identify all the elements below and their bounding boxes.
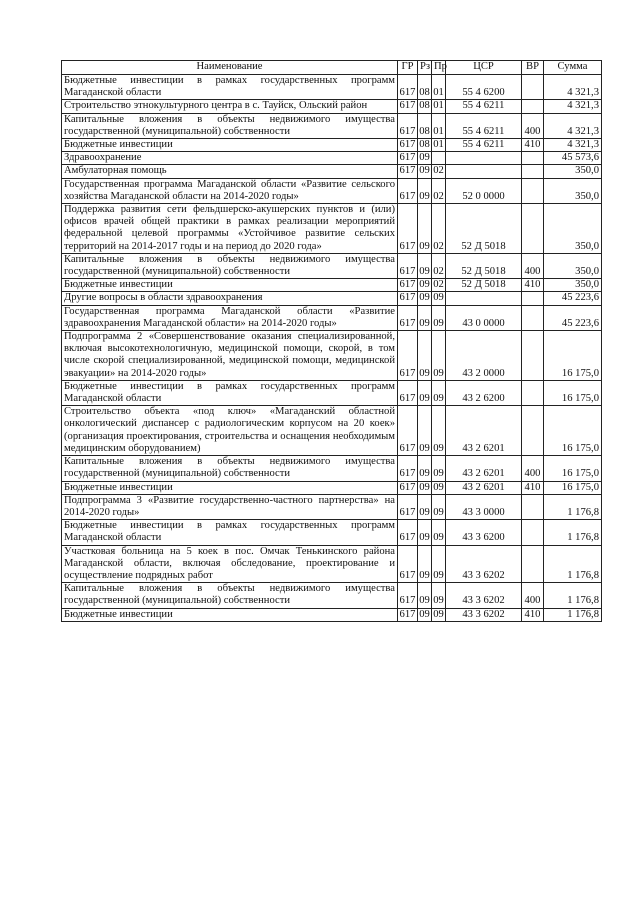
cell-name: Бюджетные инвестиции (62, 481, 398, 494)
cell-vr (522, 204, 544, 254)
cell-name: Амбулаторная помощь (62, 165, 398, 178)
cell-pr: 02 (433, 279, 444, 291)
table-row (62, 520, 602, 545)
cell-name: Капитальные вложения в объекты недвижимого имущества государственной (муниципальной) собственности (62, 253, 398, 278)
cell-pr: 01 (433, 139, 444, 151)
cell-gr: 617 (398, 139, 418, 152)
cell-vr: 410 (522, 608, 544, 621)
cell-pr: 02 (432, 253, 446, 278)
cell-rz: 09 (419, 152, 430, 164)
cell-sum: 4 321,3 (544, 113, 602, 138)
cell-vr (522, 75, 544, 100)
table-row (62, 178, 602, 203)
header-rz: Рз (418, 61, 432, 75)
cell-pr (432, 152, 446, 165)
budget-table (61, 60, 602, 622)
header-gr: ГР (398, 61, 418, 75)
table-row (62, 292, 602, 305)
cell-csr: 43 3 6202 (446, 545, 522, 583)
cell-gr: 617 (398, 545, 418, 583)
cell-sum: 1 176,8 (544, 608, 602, 621)
cell-gr: 617 (398, 178, 418, 203)
cell-name: Капитальные вложения в объекты недвижимого имущества государственной (муниципальной) собственности (62, 583, 398, 608)
cell-csr: 52 0 0000 (446, 178, 522, 203)
cell-gr: 617 (398, 292, 418, 305)
cell-gr: 617 (398, 305, 418, 330)
table-header-row (62, 61, 602, 75)
cell-csr: 43 3 6200 (446, 520, 522, 545)
cell-vr: 410 (522, 139, 544, 152)
cell-vr (522, 178, 544, 203)
cell-sum: 4 321,3 (544, 139, 602, 152)
cell-rz: 09 (418, 456, 432, 481)
cell-name: Подпрограмма 2 «Совершенствование оказания специализированной, включая высокотехнологичную, медицинской помощи, скорой, в том числе скорой специализированной, медицинской помощи, медицинской эвакуации» на 2014-2020 годы» (62, 331, 398, 381)
cell-pr: 09 (432, 331, 446, 381)
header-pr: Пр (432, 61, 446, 75)
table-row (62, 253, 602, 278)
cell-gr: 617 (398, 380, 418, 405)
cell-pr: 02 (433, 165, 444, 177)
cell-vr: 400 (522, 456, 544, 481)
cell-sum: 16 175,0 (544, 481, 602, 494)
cell-csr: 43 2 6201 (446, 481, 522, 494)
cell-pr: 09 (433, 481, 444, 493)
cell-csr: 43 3 6202 (446, 608, 522, 621)
table-row (62, 406, 602, 456)
cell-vr (522, 545, 544, 583)
cell-gr: 617 (398, 253, 418, 278)
cell-name: Капитальные вложения в объекты недвижимого имущества государственной (муниципальной) собственности (62, 456, 398, 481)
cell-gr: 617 (398, 456, 418, 481)
cell-csr: 43 3 6202 (446, 583, 522, 608)
table-row (62, 279, 602, 292)
table-row (62, 456, 602, 481)
cell-sum: 45 223,6 (544, 292, 602, 305)
cell-gr: 617 (398, 279, 418, 292)
cell-sum: 16 175,0 (544, 380, 602, 405)
cell-name: Бюджетные инвестиции (62, 279, 398, 292)
table-row (62, 139, 602, 152)
header-name: Наименование (62, 61, 398, 75)
cell-rz: 09 (418, 494, 432, 519)
cell-sum: 350,0 (544, 178, 602, 203)
cell-sum: 45 223,6 (544, 305, 602, 330)
cell-rz: 09 (419, 279, 430, 291)
cell-gr: 617 (398, 494, 418, 519)
header-csr: ЦСР (446, 61, 522, 75)
cell-sum: 4 321,3 (544, 100, 602, 113)
cell-rz: 09 (418, 520, 432, 545)
cell-name: Государственная программа Магаданской области «Развитие здравоохранения Магаданской области» на 2014-2020 годы» (62, 305, 398, 330)
cell-csr: 52 Д 5018 (446, 279, 522, 292)
table-row (62, 165, 602, 178)
header-sum: Сумма (544, 61, 602, 75)
cell-rz: 09 (418, 331, 432, 381)
cell-pr: 09 (432, 520, 446, 545)
cell-csr: 43 2 6201 (446, 456, 522, 481)
cell-csr: 52 Д 5018 (446, 253, 522, 278)
cell-csr (446, 292, 522, 305)
cell-sum: 1 176,8 (544, 520, 602, 545)
cell-vr (522, 292, 544, 305)
cell-name: Участковая больница на 5 коек в пос. Омчак Тенькинского района Магаданской области, включая обследование, проектирование и осуществление подрядных работ (62, 545, 398, 583)
cell-csr: 43 2 6201 (446, 406, 522, 456)
cell-name: Государственная программа Магаданской области «Развитие сельского хозяйства Магаданской области на 2014-2020 годы» (62, 178, 398, 203)
cell-csr: 43 0 0000 (446, 305, 522, 330)
cell-csr: 43 3 0000 (446, 494, 522, 519)
cell-rz: 09 (419, 165, 430, 177)
cell-rz: 09 (418, 178, 432, 203)
cell-pr: 02 (432, 204, 446, 254)
table-row (62, 545, 602, 583)
cell-pr: 01 (432, 113, 446, 138)
cell-gr: 617 (398, 583, 418, 608)
cell-gr: 617 (398, 406, 418, 456)
cell-name: Капитальные вложения в объекты недвижимого имущества государственной (муниципальной) собственности (62, 113, 398, 138)
cell-name: Подпрограмма 3 «Развитие государственно-частного партнерства» на 2014-2020 годы» (62, 494, 398, 519)
cell-name: Бюджетные инвестиции (62, 139, 398, 152)
cell-gr: 617 (398, 165, 418, 178)
cell-rz: 08 (418, 113, 432, 138)
table-row (62, 481, 602, 494)
cell-vr (522, 100, 544, 113)
cell-csr: 52 Д 5018 (446, 204, 522, 254)
cell-rz: 08 (419, 100, 430, 112)
cell-gr: 617 (398, 481, 418, 494)
cell-rz: 09 (418, 583, 432, 608)
cell-vr: 400 (522, 253, 544, 278)
cell-name: Бюджетные инвестиции в рамках государственных программ Магаданской области (62, 520, 398, 545)
cell-pr: 09 (432, 456, 446, 481)
cell-pr: 09 (432, 545, 446, 583)
cell-vr (522, 406, 544, 456)
cell-rz: 08 (418, 75, 432, 100)
cell-sum: 45 573,6 (544, 152, 602, 165)
cell-pr: 01 (433, 100, 444, 112)
table-body (62, 75, 602, 622)
cell-name: Бюджетные инвестиции в рамках государственных программ Магаданской области (62, 75, 398, 100)
cell-pr: 02 (432, 178, 446, 203)
cell-pr: 09 (432, 494, 446, 519)
cell-rz: 09 (418, 305, 432, 330)
cell-rz: 09 (418, 380, 432, 405)
cell-gr: 617 (398, 520, 418, 545)
cell-sum: 350,0 (544, 253, 602, 278)
cell-sum: 1 176,8 (544, 583, 602, 608)
cell-vr (522, 152, 544, 165)
table-row (62, 608, 602, 621)
cell-vr: 400 (522, 113, 544, 138)
cell-rz: 09 (418, 204, 432, 254)
table-row (62, 113, 602, 138)
cell-sum: 1 176,8 (544, 545, 602, 583)
cell-pr: 09 (433, 608, 444, 620)
cell-name: Строительство этнокультурного центра в с. Тауйск, Ольский район (62, 100, 398, 113)
cell-name: Бюджетные инвестиции в рамках государственных программ Магаданской области (62, 380, 398, 405)
cell-rz: 09 (418, 253, 432, 278)
cell-name: Здравоохранение (62, 152, 398, 165)
cell-gr: 617 (398, 608, 418, 621)
cell-csr: 43 2 0000 (446, 331, 522, 381)
cell-csr: 55 4 6200 (446, 75, 522, 100)
cell-gr: 617 (398, 152, 418, 165)
cell-vr: 410 (522, 279, 544, 292)
cell-sum: 1 176,8 (544, 494, 602, 519)
table-row (62, 152, 602, 165)
cell-sum: 350,0 (544, 165, 602, 178)
cell-sum: 16 175,0 (544, 406, 602, 456)
cell-vr: 400 (522, 583, 544, 608)
table-row (62, 380, 602, 405)
header-vr: ВР (522, 61, 544, 75)
cell-csr: 55 4 6211 (446, 113, 522, 138)
cell-sum: 16 175,0 (544, 456, 602, 481)
table-row (62, 100, 602, 113)
table-row (62, 305, 602, 330)
cell-vr (522, 331, 544, 381)
cell-vr (522, 305, 544, 330)
cell-csr: 43 2 6200 (446, 380, 522, 405)
cell-rz: 09 (418, 545, 432, 583)
cell-sum: 4 321,3 (544, 75, 602, 100)
cell-pr: 09 (433, 292, 444, 304)
table-row (62, 204, 602, 254)
cell-gr: 617 (398, 331, 418, 381)
cell-vr: 410 (522, 481, 544, 494)
cell-sum: 350,0 (544, 279, 602, 292)
cell-rz: 09 (418, 406, 432, 456)
cell-pr: 09 (432, 380, 446, 405)
cell-name: Поддержка развития сети фельдшерско-акушерских пунктов и (или) офисов врачей общей практики в рамках реализации мероприятий федеральной целевой программы «Устойчивое развитие сельских территорий на 2014-2017 годы и на период до 2020 года» (62, 204, 398, 254)
cell-vr (522, 494, 544, 519)
cell-sum: 350,0 (544, 204, 602, 254)
cell-gr: 617 (398, 204, 418, 254)
cell-vr (522, 520, 544, 545)
cell-rz: 09 (419, 481, 430, 493)
cell-name: Бюджетные инвестиции (62, 608, 398, 621)
cell-rz: 08 (419, 139, 430, 151)
cell-rz: 09 (419, 608, 430, 620)
table-row (62, 494, 602, 519)
cell-pr: 09 (432, 305, 446, 330)
table-row (62, 75, 602, 100)
cell-csr: 55 4 6211 (446, 100, 522, 113)
cell-csr: 55 4 6211 (446, 139, 522, 152)
cell-sum: 16 175,0 (544, 331, 602, 381)
cell-name: Строительство объекта «под ключ» «Магаданский областной онкологический диспансер с радиологическим корпусом на 20 коек» (организация проектирования, строительства и оснащения необходимым медицинским оборудованием) (62, 406, 398, 456)
cell-pr: 01 (432, 75, 446, 100)
cell-pr: 09 (432, 583, 446, 608)
table-row (62, 331, 602, 381)
cell-pr: 09 (432, 406, 446, 456)
cell-name: Другие вопросы в области здравоохранения (62, 292, 398, 305)
cell-gr: 617 (398, 75, 418, 100)
table-row (62, 583, 602, 608)
cell-vr (522, 380, 544, 405)
cell-csr (446, 165, 522, 178)
cell-csr (446, 152, 522, 165)
cell-gr: 617 (398, 100, 418, 113)
cell-gr: 617 (398, 113, 418, 138)
cell-rz: 09 (419, 292, 430, 304)
cell-vr (522, 165, 544, 178)
